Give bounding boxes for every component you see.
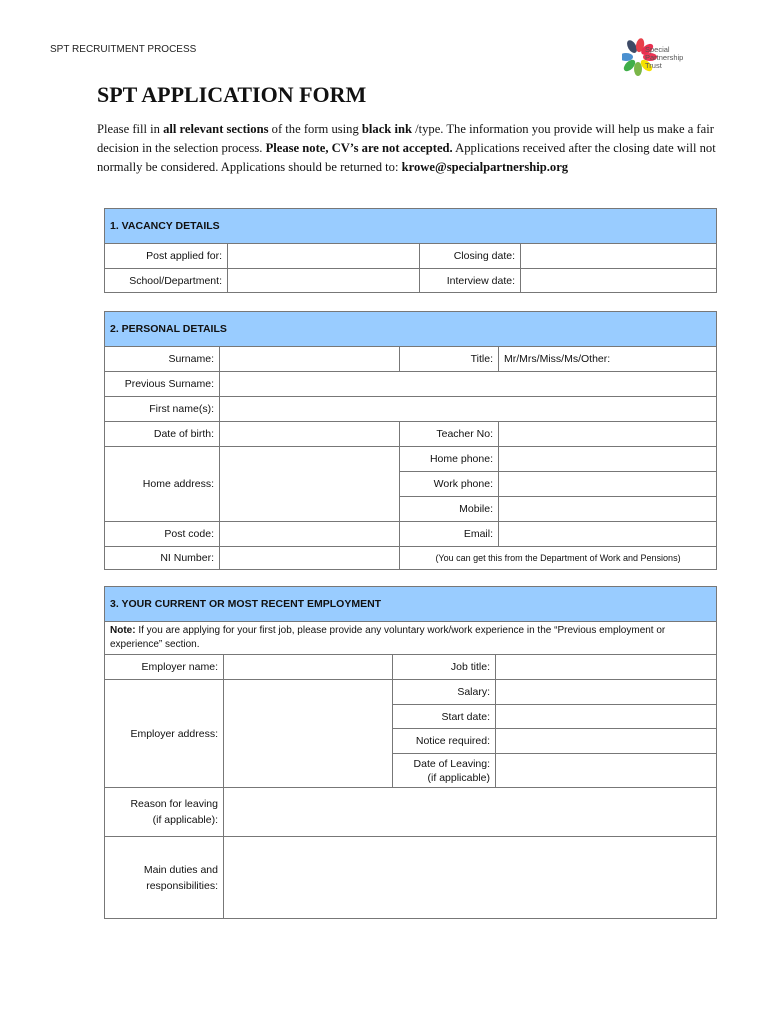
label: Notice required:	[393, 729, 496, 754]
label: Email:	[400, 522, 499, 547]
work-phone-field[interactable]	[499, 472, 717, 497]
reason-field[interactable]	[224, 788, 717, 837]
closing-date-field[interactable]	[521, 244, 717, 269]
label: Main duties and responsibilities:	[105, 837, 224, 919]
label: Post code:	[105, 522, 220, 547]
section-heading: 3. YOUR CURRENT OR MOST RECENT EMPLOYMENT	[105, 587, 717, 622]
page-title: SPT APPLICATION FORM	[97, 82, 367, 107]
start-date-field[interactable]	[496, 705, 717, 729]
ni-field[interactable]	[220, 547, 400, 570]
label: Start date:	[393, 705, 496, 729]
label: Teacher No:	[400, 422, 499, 447]
employment-table	[104, 586, 717, 919]
label: Previous Surname:	[105, 372, 220, 397]
label: Employer name:	[105, 655, 224, 680]
interview-date-field[interactable]	[521, 269, 717, 293]
title-field[interactable]: Mr/Mrs/Miss/Ms/Other:	[499, 347, 717, 372]
label: Date of Leaving: (if applicable)	[393, 754, 496, 788]
school-field[interactable]	[228, 269, 420, 293]
previous-surname-field[interactable]	[220, 372, 717, 397]
notice-field[interactable]	[496, 729, 717, 754]
intro-text: Please fill in all relevant sections of the form using black ink /type. The information you provide will help us make a fair decision in the selection process. Please note, CV’s are not accepted. Applications received after the closing date will not normally be considered. Applications should be returned to: krowe@specialpartnership.org	[97, 122, 716, 174]
employment-note: Note: If you are applying for your first job, please provide any voluntary work/work experience in the “Previous employment or experience” section.	[105, 622, 717, 655]
home-address-field[interactable]	[220, 447, 400, 522]
label: School/Department:	[105, 269, 228, 293]
employer-address-field[interactable]	[224, 680, 393, 788]
salary-field[interactable]	[496, 680, 717, 705]
label: Interview date:	[420, 269, 521, 293]
mobile-field[interactable]	[499, 497, 717, 522]
label: Work phone:	[400, 472, 499, 497]
label: Title:	[400, 347, 499, 372]
vacancy-details-table	[104, 208, 717, 293]
job-title-field[interactable]	[496, 655, 717, 680]
email-field[interactable]	[499, 522, 717, 547]
label: First name(s):	[105, 397, 220, 422]
label: Closing date:	[420, 244, 521, 269]
label: NI Number:	[105, 547, 220, 570]
surname-field[interactable]	[220, 347, 400, 372]
label: Post applied for:	[105, 244, 228, 269]
personal-details-table	[104, 311, 717, 570]
label: Surname:	[105, 347, 220, 372]
section-heading: 1. VACANCY DETAILS	[105, 209, 717, 244]
post-field[interactable]	[228, 244, 420, 269]
employer-name-field[interactable]	[224, 655, 393, 680]
running-header: SPT RECRUITMENT PROCESS	[50, 44, 197, 55]
label: Reason for leaving (if applicable):	[105, 788, 224, 837]
postcode-field[interactable]	[220, 522, 400, 547]
duties-field[interactable]	[224, 837, 717, 919]
label: Mobile:	[400, 497, 499, 522]
label: Salary:	[393, 680, 496, 705]
ni-note: (You can get this from the Department of Work and Pensions)	[400, 547, 717, 570]
label: Home phone:	[400, 447, 499, 472]
leaving-date-field[interactable]	[496, 754, 717, 788]
label: Home address:	[105, 447, 220, 522]
section-heading: 2. PERSONAL DETAILS	[105, 312, 717, 347]
logo-text: Special Partnership Trust	[645, 45, 684, 70]
label: Employer address:	[105, 680, 224, 788]
dob-field[interactable]	[220, 422, 400, 447]
teacher-no-field[interactable]	[499, 422, 717, 447]
home-phone-field[interactable]	[499, 447, 717, 472]
label: Date of birth:	[105, 422, 220, 447]
first-name-field[interactable]	[220, 397, 717, 422]
label: Job title:	[393, 655, 496, 680]
